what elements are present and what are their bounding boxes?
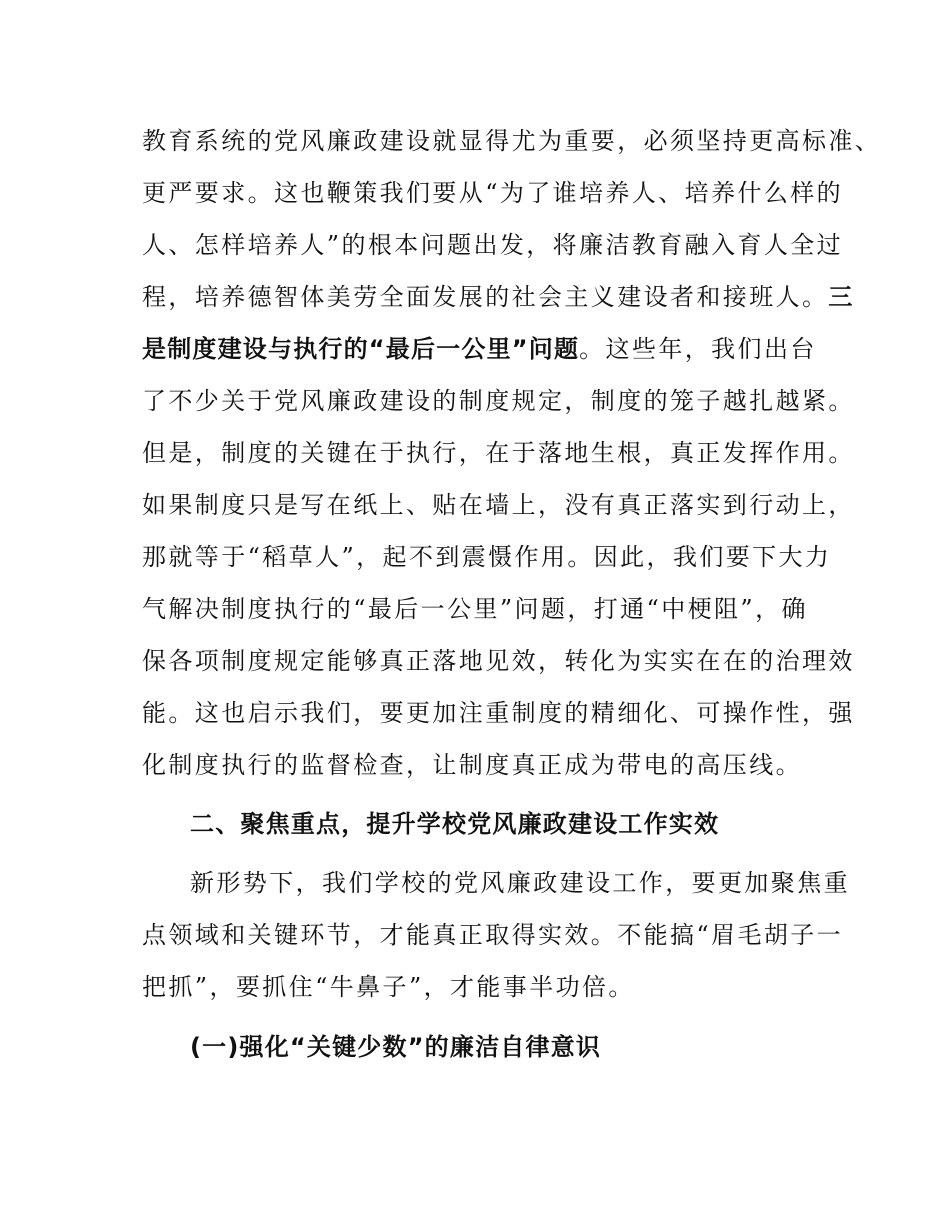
emphasis-text: 是制度建设与执行的“最后一公里”问题	[142, 335, 580, 363]
body-text-segment: 。这些年，我们出台	[579, 335, 817, 363]
body-text-line: 如果制度只是写在纸上、贴在墙上，没有真正落实到行动上，	[142, 491, 855, 519]
body-text-line: 化制度执行的监督检查，让制度真正成为带电的高压线。	[142, 751, 802, 779]
subsection-heading: (一)强化“关键少数”的廉洁自律意识	[190, 1033, 602, 1061]
body-text-line: 能。这也启示我们，要更加注重制度的精细化、可操作性，强	[142, 699, 855, 727]
body-text-line: 气解决制度执行的“最后一公里”问题，打通“中梗阻”，确	[142, 595, 808, 623]
body-text-line: 更严要求。这也鞭策我们要从“为了谁培养人、培养什么样的	[142, 179, 844, 207]
body-text-line: 点领域和关键环节，才能真正取得实效。不能搞“眉毛胡子一	[142, 921, 844, 949]
emphasis-text: 三	[828, 283, 854, 311]
body-text-line	[142, 334, 817, 364]
body-text-line: 人、怎样培养人”的根本问题出发，将廉洁教育融入育人全过	[142, 231, 844, 259]
body-text-line: 把抓”，要抓住“牛鼻子”，才能事半功倍。	[142, 973, 635, 1001]
body-text-line: 那就等于“稻草人”，起不到震慑作用。因此，我们要下大力	[142, 543, 832, 571]
body-text-line: 新形势下，我们学校的党风廉政建设工作，要更加聚焦重	[190, 869, 850, 897]
body-text-line: 了不少关于党风廉政建设的制度规定，制度的笼子越扎越紧。	[142, 387, 855, 415]
body-text-line: 但是，制度的关键在于执行，在于落地生根，真正发挥作用。	[142, 439, 855, 467]
section-heading: 二、聚焦重点，提升学校党风廉政建设工作实效	[190, 810, 720, 838]
body-text-segment: 程，培养德智体美劳全面发展的社会主义建设者和接班人。	[142, 283, 829, 311]
body-text-line: 教育系统的党风廉政建设就显得尤为重要，必须坚持更高标准、	[142, 127, 882, 155]
body-text-line: 保各项制度规定能够真正落地见效，转化为实实在在的治理效	[142, 647, 855, 675]
body-text-line	[142, 282, 854, 312]
